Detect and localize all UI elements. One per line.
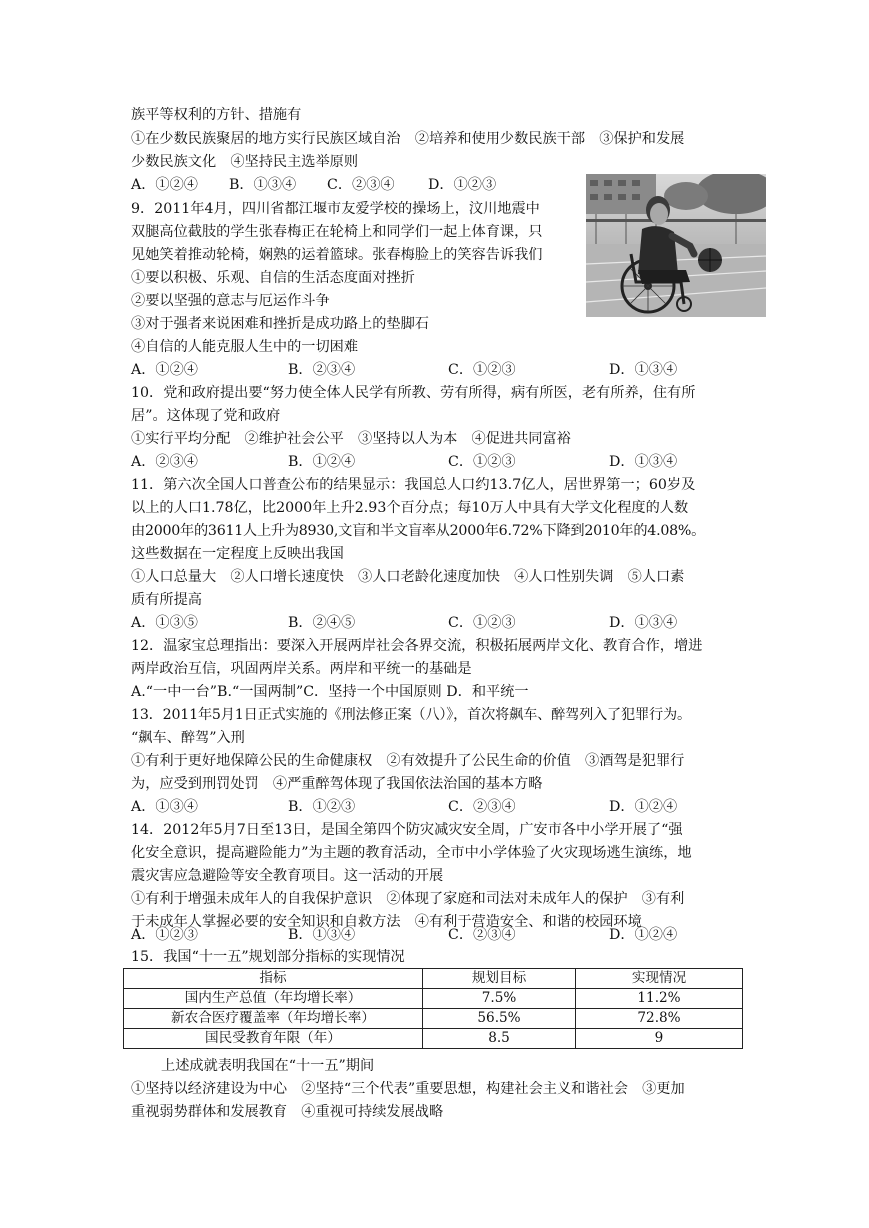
q14-line-5: 于未成年人掌握必要的安全知识和自救方法 ④有利于营造安全、和谐的校园环境 (131, 914, 642, 930)
wheelchair-student-photo (586, 174, 766, 317)
q14-option-a: A．①②③ (131, 927, 198, 943)
q12-line-1: 12．温家宝总理指出：要深入开展两岸社会各界交流，积极拓展两岸文化、教育合作，增进 (131, 638, 703, 654)
q13-option-d: D．①②④ (609, 799, 678, 815)
q12-line-2: 两岸政治互信，巩固两岸关系。两岸和平统一的基础是 (131, 661, 472, 677)
table-header-cell: 指标 (124, 969, 423, 989)
q10-line-2: 居”。这体现了党和政府 (131, 408, 281, 424)
q10-line-1: 10．党和政府提出要“努力使全体人民学有所教、劳有所得，病有所医，老有所养，住有所 (131, 385, 696, 401)
q10-option-d: D．①③④ (609, 454, 678, 470)
q10-line-3: ①实行平均分配 ②维护社会公平 ③坚持以人为本 ④促进共同富裕 (131, 431, 571, 447)
q11-line-1: 11．第六次全国人口普查公布的结果显示：我国总人口约13.7亿人，居世界第一；60岁及 (131, 477, 696, 493)
table-cell: 8.5 (423, 1029, 576, 1049)
q12-line-3: A.“一中一台”B.“一国两制”C．坚持一个中国原则 D．和平统一 (131, 684, 529, 700)
q8-line-2: ①在少数民族聚居的地方实行民族区域自治 ②培养和使用少数民族干部 ③保护和发展 (131, 131, 685, 147)
q15-line-2: ①坚持以经济建设为中心 ②坚持“三个代表”重要思想，构建社会主义和谐社会 ③更加 (131, 1081, 685, 1097)
q13-line-4: 为，应受到刑罚处罚 ④严重醉驾体现了我国依法治国的基本方略 (131, 776, 543, 792)
q10-options (131, 452, 701, 472)
q10-option-b: B．①②④ (288, 454, 356, 470)
table-cell: 72.8% (576, 1009, 743, 1029)
table-header-row (124, 969, 743, 989)
q11-line-6: 质有所提高 (131, 592, 202, 608)
q11-line-4: 这些数据在一定程度上反映出我国 (131, 546, 344, 562)
table-cell: 新农合医疗覆盖率（年均增长率） (124, 1009, 423, 1029)
table-cell: 7.5% (423, 989, 576, 1009)
q8-line-3: 少数民族文化 ④坚持民主选举原则 (131, 154, 359, 170)
q11-option-c: C．①②③ (448, 615, 516, 631)
q10-option-a: A．②③④ (131, 454, 198, 470)
q8-option-c: C．②③④ (327, 177, 395, 193)
table-cell: 国民受教育年限（年） (124, 1029, 423, 1049)
q9-option-c: C．①②③ (448, 362, 516, 378)
q11-options (131, 613, 701, 633)
q14-line-2: 化安全意识，提高避险能力”为主题的教育活动，全市中小学体验了火灾现场逃生演练，地 (131, 845, 692, 861)
table-row (124, 989, 743, 1009)
q9-line-5: ②要以坚强的意志与厄运作斗争 (131, 293, 330, 309)
q8-option-d: D．①②③ (428, 177, 497, 193)
q9-line-4: ①要以积极、乐观、自信的生活态度面对挫折 (131, 270, 415, 286)
q9-line-3: 见她笑着推动轮椅，娴熟的运着篮球。张春梅脸上的笑容告诉我们 (131, 247, 543, 263)
q11-line-3: 由2000年的3611人上升为8930,文盲和半文盲率从2000年6.72%下降到2010年的4.08%。 (131, 523, 706, 539)
q15-line-1: 上述成就表明我国在“十一五”期间 (161, 1058, 375, 1074)
q8-option-b: B．①③④ (229, 177, 297, 193)
q14-option-d: D．①②④ (609, 927, 678, 943)
table-row (124, 1009, 743, 1029)
table-cell: 9 (576, 1029, 743, 1049)
table-header-cell: 实现情况 (576, 969, 743, 989)
q13-option-a: A．①③④ (131, 799, 198, 815)
q11-line-5: ①人口总量大 ②人口增长速度快 ③人口老龄化速度加快 ④人口性别失调 ⑤人口素 (131, 569, 685, 585)
q13-options (131, 797, 701, 817)
table-row (124, 1029, 743, 1049)
q11-option-a: A．①③⑤ (131, 615, 198, 631)
q13-option-c: C．②③④ (448, 799, 516, 815)
q14-option-b: B．①③④ (288, 927, 356, 943)
q9-line-2: 双腿高位截肢的学生张春梅正在轮椅上和同学们一起上体育课，只 (131, 224, 543, 240)
q9-option-d: D．①③④ (609, 362, 678, 378)
table-cell: 56.5% (423, 1009, 576, 1029)
q8-option-a: A．①②④ (131, 177, 198, 193)
q14-line-4: ①有利于增强未成年人的自我保护意识 ②体现了家庭和司法对未成年人的保护 ③有利 (131, 891, 685, 907)
q11-option-b: B．②④⑤ (288, 615, 356, 631)
q10-option-c: C．①②③ (448, 454, 516, 470)
q14-line-1: 14．2012年5月7日至13日，是国全第四个防灾减灾安全周，广安市各中小学开展了“强 (131, 822, 683, 838)
q8-line-1: 族平等权利的方针、措施有 (131, 107, 302, 123)
q11-option-d: D．①③④ (609, 615, 678, 631)
table-cell: 11.2% (576, 989, 743, 1009)
table-header-cell: 规划目标 (423, 969, 576, 989)
q15-line-3: 重视弱势群体和发展教育 ④重视可持续发展战略 (131, 1104, 444, 1120)
q9-line-7: ④自信的人能克服人生中的一切困难 (131, 339, 359, 355)
q15-title: 15．我国“十一五”规划部分指标的实现情况 (131, 949, 405, 965)
q11-line-2: 以上的人口1.78亿，比2000年上升2.93个百分点；每10万人中具有大学文化程度的人数 (131, 500, 689, 516)
q9-option-a: A．①②④ (131, 362, 198, 378)
indicator-table (123, 968, 743, 1049)
q9-line-1: 9．2011年4月，四川省都江堰市友爱学校的操场上，汶川地震中 (131, 201, 540, 217)
q13-line-3: ①有利于更好地保障公民的生命健康权 ②有效提升了公民生命的价值 ③酒驾是犯罪行 (131, 753, 685, 769)
q13-line-1: 13．2011年5月1日正式实施的《刑法修正案（八）》，首次将飙车、醉驾列入了犯罪行为。 (131, 707, 691, 723)
q9-options (131, 360, 701, 380)
q9-line-6: ③对于强者来说困难和挫折是成功路上的垫脚石 (131, 316, 429, 332)
q13-line-2: “飙车、醉驾”入刑 (131, 730, 245, 746)
q14-option-c: C．②③④ (448, 927, 516, 943)
q14-options (131, 925, 701, 945)
table-cell: 国内生产总值（年均增长率） (124, 989, 423, 1009)
q9-option-b: B．②③④ (288, 362, 356, 378)
q14-line-3: 震灾害应急避险等安全教育项目。这一活动的开展 (131, 868, 444, 884)
q13-option-b: B．①②③ (288, 799, 356, 815)
